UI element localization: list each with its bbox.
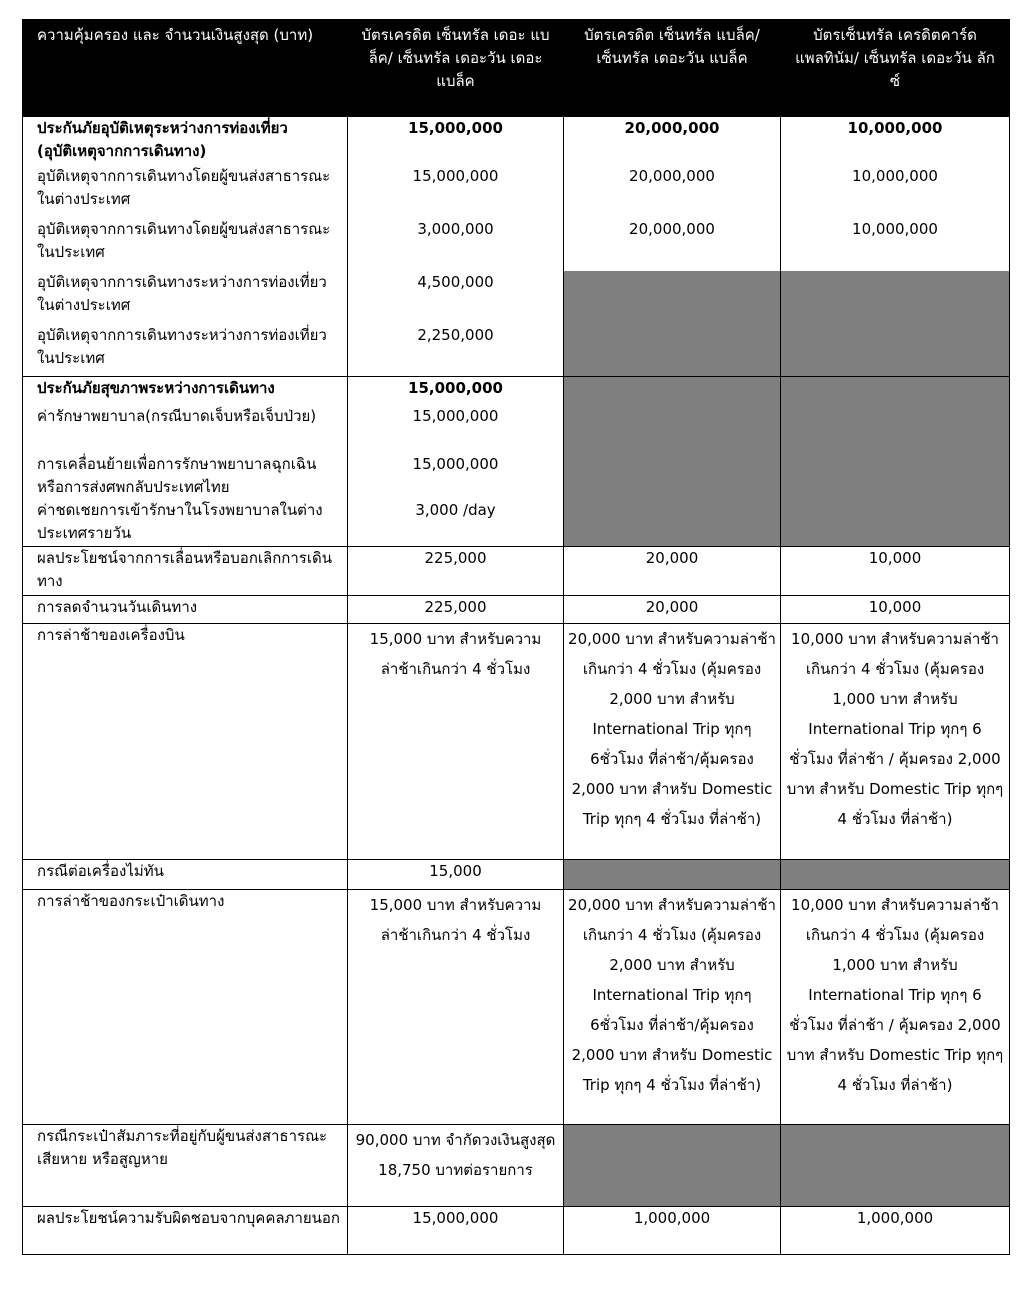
row-label: ค่าชดเชยการเข้ารักษาในโรงพยาบาลในต่างประเทศรายวัน bbox=[23, 499, 348, 547]
header-coverage: ความคุ้มครอง และ จำนวนเงินสูงสุด (บาท) bbox=[23, 20, 348, 117]
not-covered-cell bbox=[781, 324, 1010, 377]
row-label: การเคลื่อนย้ายเพื่อการรักษาพยาบาลฉุกเฉินหรือการส่งศพกลับประเทศไทย bbox=[23, 453, 348, 499]
row-value-col1: 15,000,000 bbox=[348, 377, 564, 405]
row-label: กรณีกระเป๋าสัมภาระที่อยู่กับผู้ขนส่งสาธารณะเสียหาย หรือสูญหาย bbox=[23, 1125, 348, 1207]
not-covered-cell bbox=[564, 405, 781, 453]
row-value-col3: 10,000 บาท สำหรับความล่าช้าเกินกว่า 4 ชั่วโมง (คุ้มครอง 1,000 บาท สำหรับ International Trip ทุกๆ 6 ชั่วโมง ที่ล่าช้า / คุ้มครอง 2,000 บาท สำหรับ Domestic Trip ทุกๆ 4 ชั่วโมง ที่ล่าช้า) bbox=[781, 890, 1010, 1125]
row-label: การล่าช้าของเครื่องบิน bbox=[23, 624, 348, 860]
row-value-col2: 20,000 bbox=[564, 547, 781, 596]
row-label: ผลประโยชน์จากการเลื่อนหรือบอกเลิกการเดินทาง bbox=[23, 547, 348, 596]
row-label: ผลประโยชน์ความรับผิดชอบจากบุคคลภายนอก bbox=[23, 1207, 348, 1255]
row-value-col2: 20,000,000 bbox=[564, 117, 781, 165]
not-covered-cell bbox=[564, 860, 781, 890]
table-row bbox=[23, 547, 1010, 596]
not-covered-cell bbox=[781, 453, 1010, 499]
row-value-col1: 15,000 บาท สำหรับความล่าช้าเกินกว่า 4 ชั่วโมง bbox=[348, 890, 564, 1125]
table-row bbox=[23, 405, 1010, 453]
row-value-col1: 15,000,000 bbox=[348, 1207, 564, 1255]
table-row bbox=[23, 624, 1010, 860]
row-value-col3: 10,000,000 bbox=[781, 165, 1010, 218]
row-label: กรณีต่อเครื่องไม่ทัน bbox=[23, 860, 348, 890]
row-value-col1: 3,000,000 bbox=[348, 218, 564, 271]
coverage-table bbox=[22, 19, 1010, 1255]
row-value-col1: 15,000,000 bbox=[348, 117, 564, 165]
not-covered-cell bbox=[564, 499, 781, 547]
row-value-col1: 90,000 บาท จำกัดวงเงินสูงสุด 18,750 บาทต่อรายการ bbox=[348, 1125, 564, 1207]
row-value-col3: 10,000 บาท สำหรับความล่าช้าเกินกว่า 4 ชั่วโมง (คุ้มครอง 1,000 บาท สำหรับ International Trip ทุกๆ 6 ชั่วโมง ที่ล่าช้า / คุ้มครอง 2,000 บาท สำหรับ Domestic Trip ทุกๆ 4 ชั่วโมง ที่ล่าช้า) bbox=[781, 624, 1010, 860]
not-covered-cell bbox=[781, 377, 1010, 405]
not-covered-cell bbox=[564, 1125, 781, 1207]
row-value-col1: 225,000 bbox=[348, 547, 564, 596]
table-header-row bbox=[23, 20, 1010, 117]
table-row bbox=[23, 596, 1010, 624]
row-value-col2: 20,000,000 bbox=[564, 218, 781, 271]
row-label: อุบัติเหตุจากการเดินทางโดยผู้ขนส่งสาธารณะในต่างประเทศ bbox=[23, 165, 348, 218]
table-row bbox=[23, 377, 1010, 405]
header-card-the-black: บัตรเครดิต เซ็นทรัล เดอะ แบล็ค/ เซ็นทรัล เดอะวัน เดอะ แบล็ค bbox=[348, 20, 564, 117]
row-label: อุบัติเหตุจากการเดินทางระหว่างการท่องเที่ยวในต่างประเทศ bbox=[23, 271, 348, 324]
row-label: ประกันภัยสุขภาพระหว่างการเดินทาง bbox=[23, 377, 348, 405]
row-value-col3: 1,000,000 bbox=[781, 1207, 1010, 1255]
row-value-col3: 10,000 bbox=[781, 596, 1010, 624]
table-row bbox=[23, 271, 1010, 324]
not-covered-cell bbox=[564, 377, 781, 405]
row-value-col1: 3,000 /day bbox=[348, 499, 564, 547]
row-label: การลดจำนวนวันเดินทาง bbox=[23, 596, 348, 624]
table-row bbox=[23, 453, 1010, 499]
header-card-black: บัตรเครดิต เซ็นทรัล แบล็ค/ เซ็นทรัล เดอะวัน แบล็ค bbox=[564, 20, 781, 117]
not-covered-cell bbox=[781, 1125, 1010, 1207]
row-value-col3: 10,000 bbox=[781, 547, 1010, 596]
row-label: ประกันภัยอุบัติเหตุระหว่างการท่องเที่ยว (อุบัติเหตุจากการเดินทาง) bbox=[23, 117, 348, 165]
row-value-col1: 4,500,000 bbox=[348, 271, 564, 324]
row-label: อุบัติเหตุจากการเดินทางระหว่างการท่องเที่ยวในประเทศ bbox=[23, 324, 348, 377]
row-value-col1: 2,250,000 bbox=[348, 324, 564, 377]
row-label: อุบัติเหตุจากการเดินทางโดยผู้ขนส่งสาธารณะในประเทศ bbox=[23, 218, 348, 271]
row-value-col2: 20,000 บาท สำหรับความล่าช้าเกินกว่า 4 ชั่วโมง (คุ้มครอง 2,000 บาท สำหรับ International Trip ทุกๆ 6ชั่วโมง ที่ล่าช้า/คุ้มครอง 2,000 บาท สำหรับ Domestic Trip ทุกๆ 4 ชั่วโมง ที่ล่าช้า) bbox=[564, 624, 781, 860]
row-value-col2: 1,000,000 bbox=[564, 1207, 781, 1255]
not-covered-cell bbox=[781, 271, 1010, 324]
row-value-col1: 15,000,000 bbox=[348, 453, 564, 499]
not-covered-cell bbox=[564, 453, 781, 499]
row-value-col2: 20,000,000 bbox=[564, 165, 781, 218]
table-row bbox=[23, 860, 1010, 890]
table-row bbox=[23, 499, 1010, 547]
table-row bbox=[23, 324, 1010, 377]
header-card-platinum: บัตรเซ็นทรัล เครดิตคาร์ด แพลทินัม/ เซ็นทรัล เดอะวัน ลักซ์ bbox=[781, 20, 1010, 117]
row-value-col1: 225,000 bbox=[348, 596, 564, 624]
row-value-col1: 15,000 bbox=[348, 860, 564, 890]
row-value-col1: 15,000,000 bbox=[348, 405, 564, 453]
row-value-col2: 20,000 bbox=[564, 596, 781, 624]
not-covered-cell bbox=[564, 324, 781, 377]
row-value-col3: 10,000,000 bbox=[781, 218, 1010, 271]
table-row bbox=[23, 117, 1010, 165]
table-row bbox=[23, 165, 1010, 218]
row-value-col1: 15,000 บาท สำหรับความล่าช้าเกินกว่า 4 ชั่วโมง bbox=[348, 624, 564, 860]
not-covered-cell bbox=[564, 271, 781, 324]
row-label: ค่ารักษาพยาบาล(กรณีบาดเจ็บหรือเจ็บป่วย) bbox=[23, 405, 348, 453]
not-covered-cell bbox=[781, 860, 1010, 890]
row-value-col2: 20,000 บาท สำหรับความล่าช้าเกินกว่า 4 ชั่วโมง (คุ้มครอง 2,000 บาท สำหรับ International Trip ทุกๆ 6ชั่วโมง ที่ล่าช้า/คุ้มครอง 2,000 บาท สำหรับ Domestic Trip ทุกๆ 4 ชั่วโมง ที่ล่าช้า) bbox=[564, 890, 781, 1125]
not-covered-cell bbox=[781, 499, 1010, 547]
not-covered-cell bbox=[781, 405, 1010, 453]
table-row bbox=[23, 1207, 1010, 1255]
row-value-col3: 10,000,000 bbox=[781, 117, 1010, 165]
row-value-col1: 15,000,000 bbox=[348, 165, 564, 218]
table-row bbox=[23, 1125, 1010, 1207]
table-row bbox=[23, 218, 1010, 271]
table-row bbox=[23, 890, 1010, 1125]
row-label: การล่าช้าของกระเป๋าเดินทาง bbox=[23, 890, 348, 1125]
